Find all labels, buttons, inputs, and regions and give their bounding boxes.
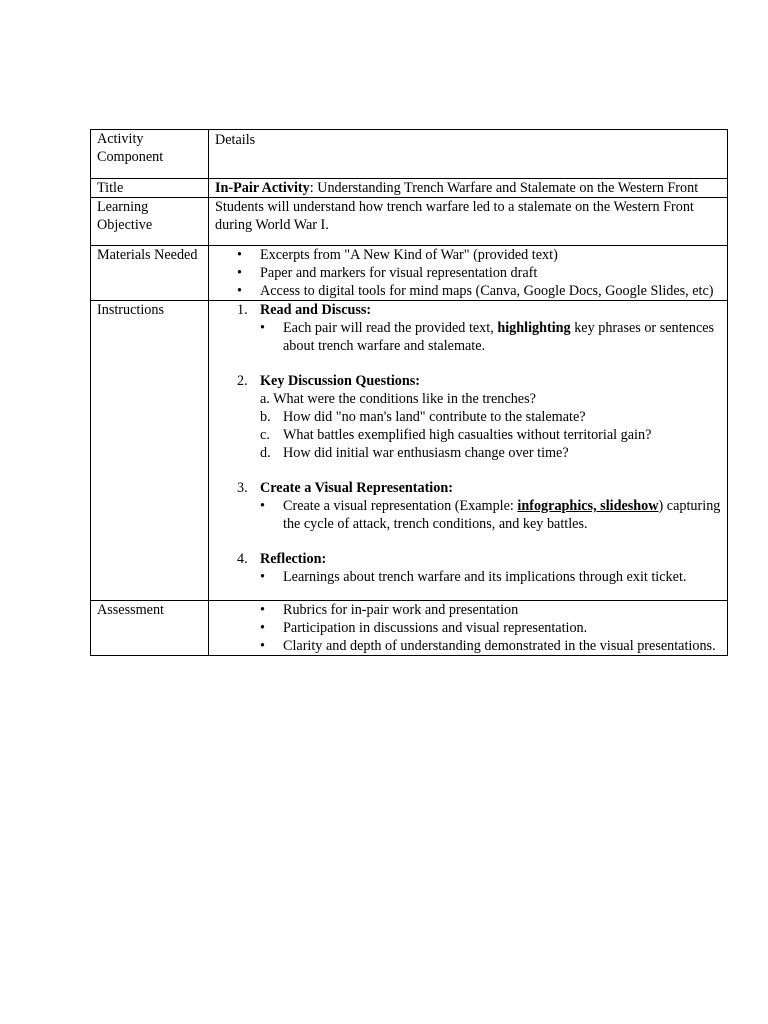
step-number: 3. <box>237 480 248 496</box>
list-item: • Access to digital tools for mind maps (Canva, Google Docs, Google Slides, etc) <box>237 283 714 299</box>
row-label-objective: Learning Objective <box>91 198 209 246</box>
material-item-2: Paper and markers for visual representation draft <box>260 265 538 281</box>
materials-list <box>215 246 721 300</box>
highlight-word: highlighting <box>497 320 571 336</box>
step-title: Read and Discuss: <box>260 302 372 318</box>
header-activity-component: Activity Component <box>91 130 209 179</box>
instruction-step-1 <box>215 301 721 319</box>
step-3-bullets <box>215 497 721 533</box>
question-d: d. How did initial war enthusiasm change over time? <box>260 445 569 461</box>
row-label-title: Title <box>91 179 209 198</box>
title-cell <box>209 179 728 198</box>
list-item: • Paper and markers for visual representation draft <box>237 265 538 281</box>
question-c: c. What battles exemplified high casualties without territorial gain? <box>260 427 652 443</box>
question-b: b. How did "no man's land" contribute to the stalemate? <box>260 409 586 425</box>
assessment-cell <box>209 601 728 656</box>
step-1-bullets <box>215 319 721 355</box>
table-header-row <box>91 130 728 179</box>
list-item: • Clarity and depth of understanding demonstrated in the visual presentations. <box>260 638 716 654</box>
step-number: 2. <box>237 373 248 389</box>
title-text: : Understanding Trench Warfare and Stalemate on the Western Front <box>309 180 699 196</box>
step-title: Key Discussion Questions: <box>260 373 421 389</box>
table-row <box>91 179 728 198</box>
table-row <box>91 198 728 246</box>
list-item: • Create a visual representation (Example: infographics, slideshow) capturing the cycle of attack, trench conditions, and key battles. <box>260 498 721 532</box>
question-a: a. What were the conditions like in the trenches? <box>260 391 536 407</box>
list-item: • Each pair will read the provided text, highlighting key phrases or sentences about trench warfare and stalemate. <box>260 320 715 354</box>
step-4-bullets <box>215 568 721 586</box>
list-item: • Excerpts from "A New Kind of War" (provided text) <box>237 247 558 263</box>
instructions-cell <box>209 301 728 601</box>
row-label-assessment: Assessment <box>91 601 209 656</box>
assessment-list <box>215 601 721 655</box>
row-label-materials: Materials Needed <box>91 246 209 301</box>
table-row <box>91 301 728 601</box>
assessment-item-3: Clarity and depth of understanding demonstrated in the visual presentations. <box>283 638 716 654</box>
table-row <box>91 601 728 656</box>
material-item-1: Excerpts from "A New Kind of War" (provided text) <box>260 247 558 263</box>
materials-cell <box>209 246 728 301</box>
step-number: 1. <box>237 302 248 318</box>
material-item-3: Access to digital tools for mind maps (Canva, Google Docs, Google Slides, etc) <box>260 283 714 299</box>
assessment-item-2: Participation in discussions and visual representation. <box>283 620 588 636</box>
example-link[interactable]: infographics, slideshow <box>517 498 659 514</box>
header-details: Details <box>209 130 728 179</box>
step-title: Reflection: <box>260 551 327 567</box>
lesson-plan-table <box>90 129 728 656</box>
title-bold: In-Pair Activity <box>215 180 310 196</box>
assessment-item-1: Rubrics for in-pair work and presentation <box>283 602 519 618</box>
instruction-step-3 <box>215 479 721 497</box>
list-item: • Rubrics for in-pair work and presentation <box>260 602 519 618</box>
step-number: 4. <box>237 551 248 567</box>
instruction-step-4 <box>215 550 721 568</box>
step-title: Create a Visual Representation: <box>260 480 453 496</box>
table-row <box>91 246 728 301</box>
objective-text: Students will understand how trench warfare led to a stalemate on the Western Front during World War I. <box>209 198 728 246</box>
row-label-instructions: Instructions <box>91 301 209 601</box>
instruction-step-2 <box>215 372 721 390</box>
list-item: • Learnings about trench warfare and its implications through exit ticket. <box>260 569 687 585</box>
list-item: • Participation in discussions and visual representation. <box>260 620 588 636</box>
